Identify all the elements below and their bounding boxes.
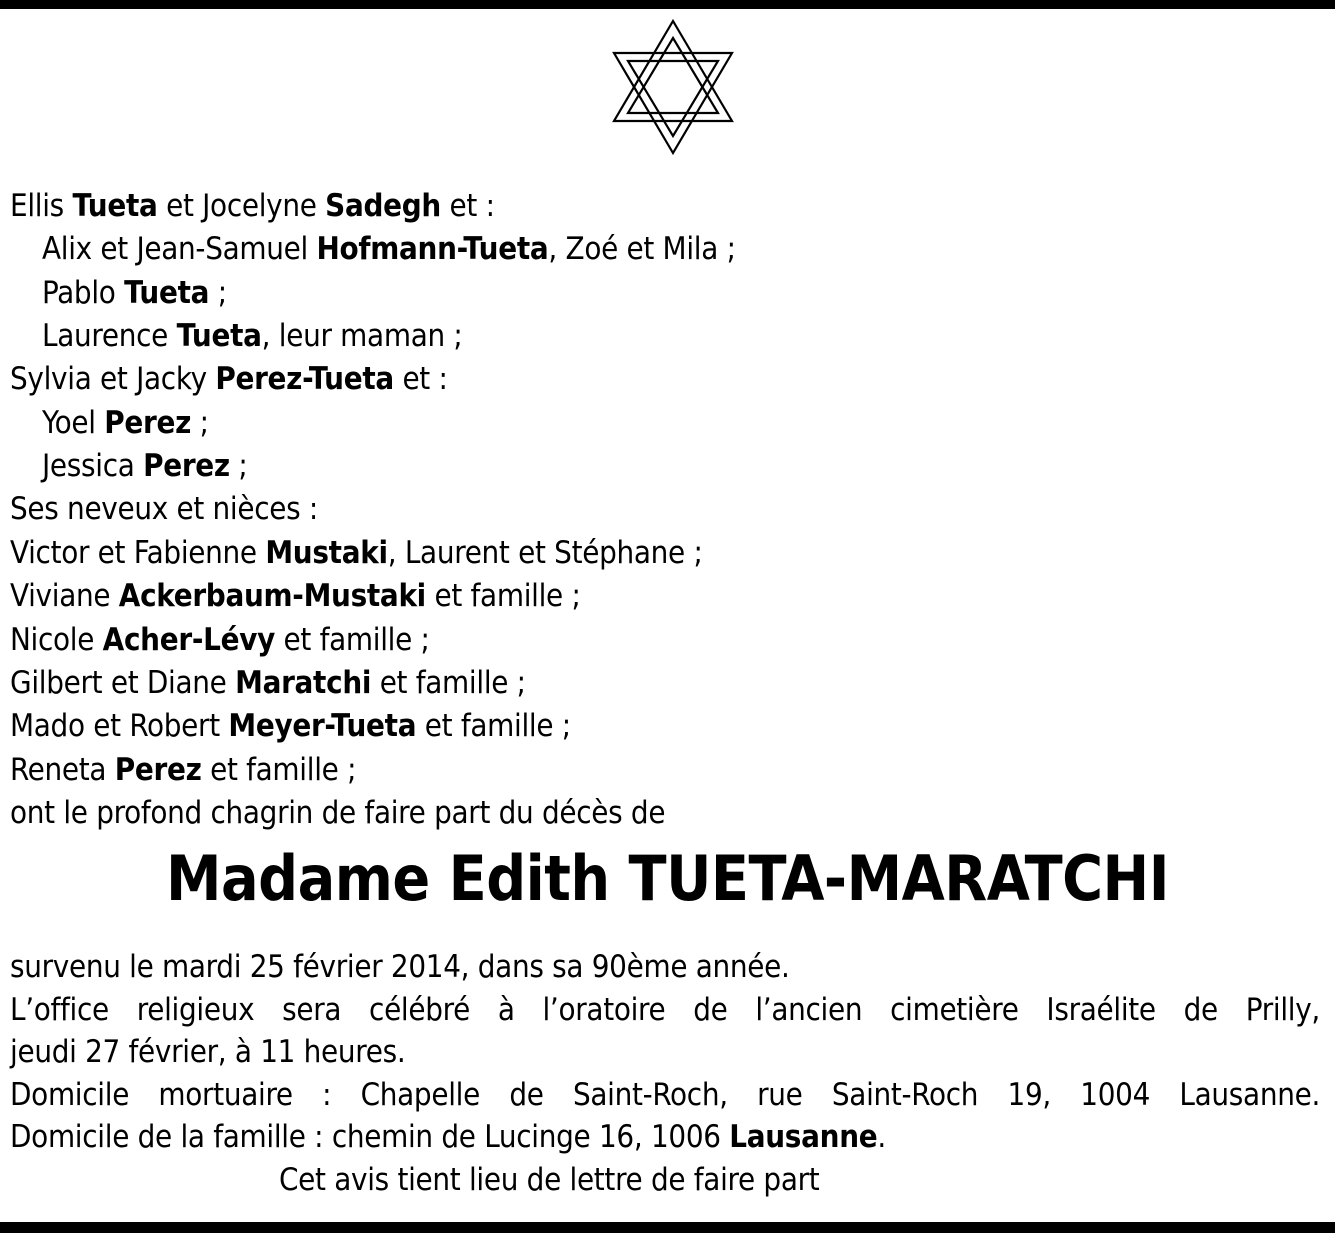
- family-line-2: [42, 231, 736, 267]
- city: Lausanne: [729, 1119, 878, 1155]
- text: Ses neveux et nièces :: [10, 491, 319, 527]
- text: ;: [229, 448, 248, 484]
- text: Reneta: [10, 752, 115, 788]
- detail-line-1: survenu le mardi 25 février 2014, dans sa 90ème année.: [10, 949, 790, 985]
- surname: Hofmann-Tueta: [316, 231, 549, 267]
- text: Gilbert et Diane: [10, 665, 236, 701]
- surname: Perez: [143, 448, 230, 484]
- text: Viviane: [10, 578, 119, 614]
- family-line-13: [10, 708, 571, 744]
- text: et Jocelyne: [157, 188, 326, 224]
- surname: Acher-Lévy: [102, 622, 275, 658]
- detail-line-3: jeudi 27 février, à 11 heures.: [10, 1034, 406, 1070]
- text: ont le profond chagrin de faire part du décès de: [10, 795, 666, 831]
- star-of-david-icon: [610, 18, 736, 156]
- surname: Maratchi: [235, 665, 372, 701]
- family-line-3: [42, 275, 227, 311]
- family-line-10: [10, 578, 581, 614]
- text: Yoel: [42, 405, 105, 441]
- surname: Sadegh: [325, 188, 441, 224]
- surname: Perez-Tueta: [215, 361, 394, 397]
- surname: Ackerbaum-Mustaki: [118, 578, 426, 614]
- text: Jessica: [42, 448, 144, 484]
- notice-footer-note: Cet avis tient lieu de lettre de faire part: [279, 1162, 820, 1198]
- surname: Tueta: [124, 275, 210, 311]
- family-line-1: [10, 188, 495, 224]
- text: Domicile de la famille : chemin de Lucinge 16, 1006: [10, 1119, 730, 1155]
- top-border-rule: [0, 0, 1335, 9]
- text: , leur maman ;: [261, 318, 463, 354]
- deceased-name-heading: Madame Edith TUETA-MARATCHI: [166, 842, 1169, 915]
- family-line-15: [10, 795, 666, 831]
- family-line-6: [42, 405, 209, 441]
- text: et :: [440, 188, 495, 224]
- text: .: [877, 1119, 886, 1155]
- surname: Mustaki: [265, 535, 388, 571]
- surname: Perez: [114, 752, 202, 788]
- surname: Tueta: [72, 188, 158, 224]
- surname: Tueta: [176, 318, 262, 354]
- family-line-12: [10, 665, 526, 701]
- text: Alix et Jean-Samuel: [42, 231, 317, 267]
- detail-line-2: L’office religieux sera célébré à l’oratoire de l’ancien cimetière Israélite de Prilly,: [10, 992, 1320, 1028]
- text: Sylvia et Jacky: [10, 361, 216, 397]
- family-line-5: [10, 361, 448, 397]
- detail-line-4: Domicile mortuaire : Chapelle de Saint-Roch, rue Saint-Roch 19, 1004 Lausanne.: [10, 1077, 1320, 1113]
- text: , Zoé et Mila ;: [548, 231, 736, 267]
- text: Pablo: [42, 275, 125, 311]
- family-line-14: [10, 752, 357, 788]
- family-line-9: [10, 535, 703, 571]
- text: et famille ;: [371, 665, 526, 701]
- text: et famille ;: [201, 752, 357, 788]
- family-line-7: [42, 448, 248, 484]
- surname: Perez: [104, 405, 192, 441]
- text: et famille ;: [274, 622, 430, 658]
- bottom-border-rule: [0, 1222, 1335, 1233]
- text: Victor et Fabienne: [10, 535, 266, 571]
- family-line-11: [10, 622, 430, 658]
- detail-line-5: [10, 1119, 886, 1155]
- text: ;: [209, 275, 227, 311]
- text: , Laurent et Stéphane ;: [387, 535, 703, 571]
- text: et famille ;: [416, 708, 571, 744]
- text: Mado et Robert: [10, 708, 229, 744]
- family-line-4: [42, 318, 463, 354]
- family-line-8: [10, 491, 319, 527]
- text: Nicole: [10, 622, 103, 658]
- text: et famille ;: [425, 578, 581, 614]
- text: Laurence: [42, 318, 177, 354]
- text: et :: [393, 361, 448, 397]
- surname: Meyer-Tueta: [228, 708, 417, 744]
- text: Ellis: [10, 188, 73, 224]
- text: ;: [191, 405, 209, 441]
